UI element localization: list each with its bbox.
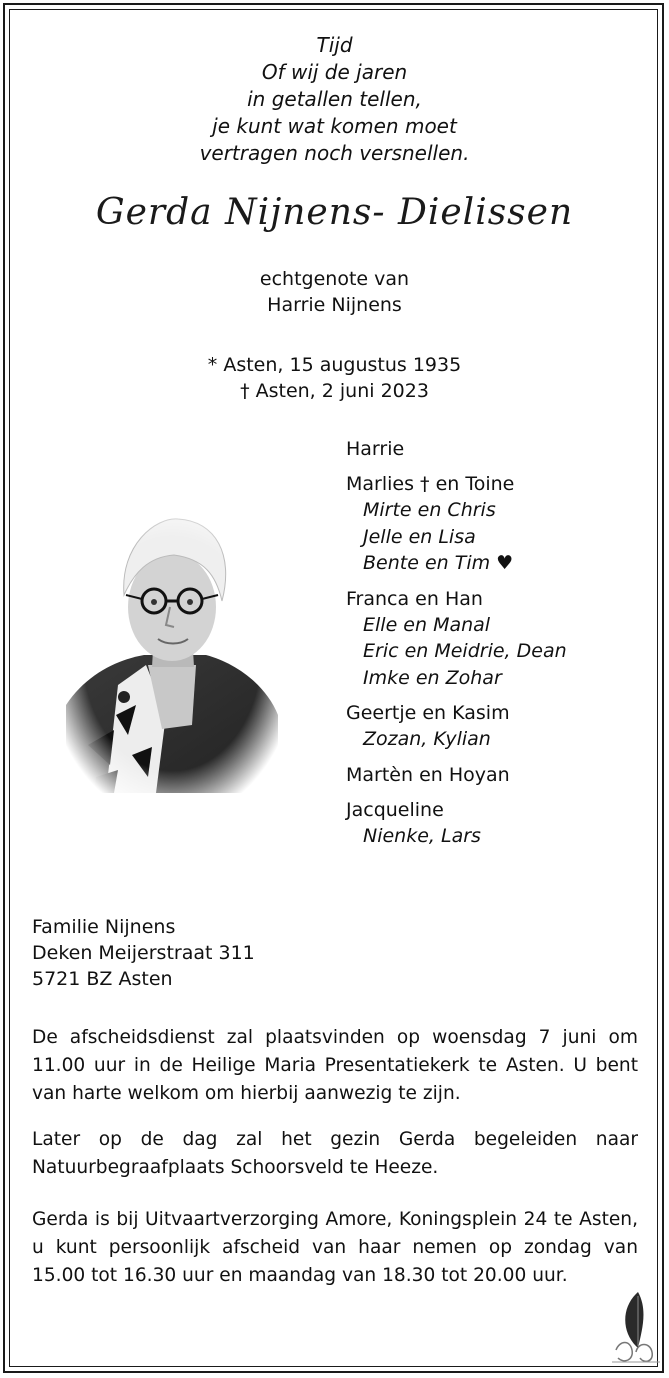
family-child: Bente en Tim ♥ [363, 552, 514, 574]
family-group [346, 762, 567, 788]
family-group [346, 586, 567, 692]
burial-paragraph: Later op de dag zal het gezin Gerda begeleiden naar Natuurbegraafplaats Schoorsveld te Heeze. [32, 1129, 638, 1178]
family-list [346, 436, 567, 858]
family-child: Mirte en Chris [363, 499, 496, 521]
deceased-name: Gerda Nijnens- Dielissen [95, 192, 574, 233]
family-group [346, 700, 567, 753]
poem-line: in getallen tellen, [247, 87, 422, 111]
poem-line: Tijd [316, 33, 353, 57]
viewing-paragraph: Gerda is bij Uitvaartverzorging Amore, Koningsplein 24 te Asten, u kunt persoonlijk afscheid van haar nemen op zondag van 15.00 tot 16.30 uur en maandag van 18.30 tot 20.00 uur. [32, 1209, 638, 1286]
family-child: Elle en Manal [363, 613, 491, 636]
family-head: Franca en Han [346, 587, 483, 610]
family-child: Zozan, Kylian [363, 728, 491, 750]
family-group [346, 436, 567, 462]
address-line: Deken Meijerstraat 311 [32, 942, 255, 964]
address-block [32, 914, 255, 992]
service-paragraph: De afscheidsdienst zal plaatsvinden op woensdag 7 juni om 11.00 uur in de Heilige Maria Presentatiekerk te Asten. U bent van harte welkom om hierbij aanwezig te zijn. [32, 1027, 638, 1104]
address-line: Familie Nijnens [32, 916, 176, 938]
family-group [346, 797, 567, 850]
leaf-emblem-icon [608, 1290, 664, 1366]
family-head: Geertje en Kasim [346, 702, 510, 724]
family-head: Jacqueline [346, 798, 444, 821]
family-head: Harrie [346, 438, 405, 460]
birth-date: * Asten, 15 augustus 1935 [207, 354, 462, 376]
address-line: 5721 BZ Asten [32, 968, 173, 990]
spouse-name: Harrie Nijnens [267, 294, 402, 316]
poem [0, 32, 669, 167]
family-child: Jelle en Lisa [363, 525, 476, 548]
spouse-block [0, 266, 669, 318]
poem-line: vertragen noch versnellen. [199, 141, 470, 165]
family-head: Marlies † en Toine [346, 473, 515, 495]
family-child: Imke en Zohar [363, 666, 502, 689]
dates-block [0, 352, 669, 404]
relation-label: echtgenote van [259, 268, 410, 290]
family-head: Martèn en Hoyan [346, 763, 510, 786]
portrait-photo [66, 515, 278, 793]
poem-line: Of wij de jaren [261, 60, 408, 84]
poem-line: je kunt wat komen moet [212, 114, 457, 138]
family-child: Eric en Meidrie, Dean [363, 640, 567, 662]
family-child: Nienke, Lars [363, 824, 481, 847]
death-date: † Asten, 2 juni 2023 [240, 380, 429, 402]
family-group [346, 471, 567, 577]
